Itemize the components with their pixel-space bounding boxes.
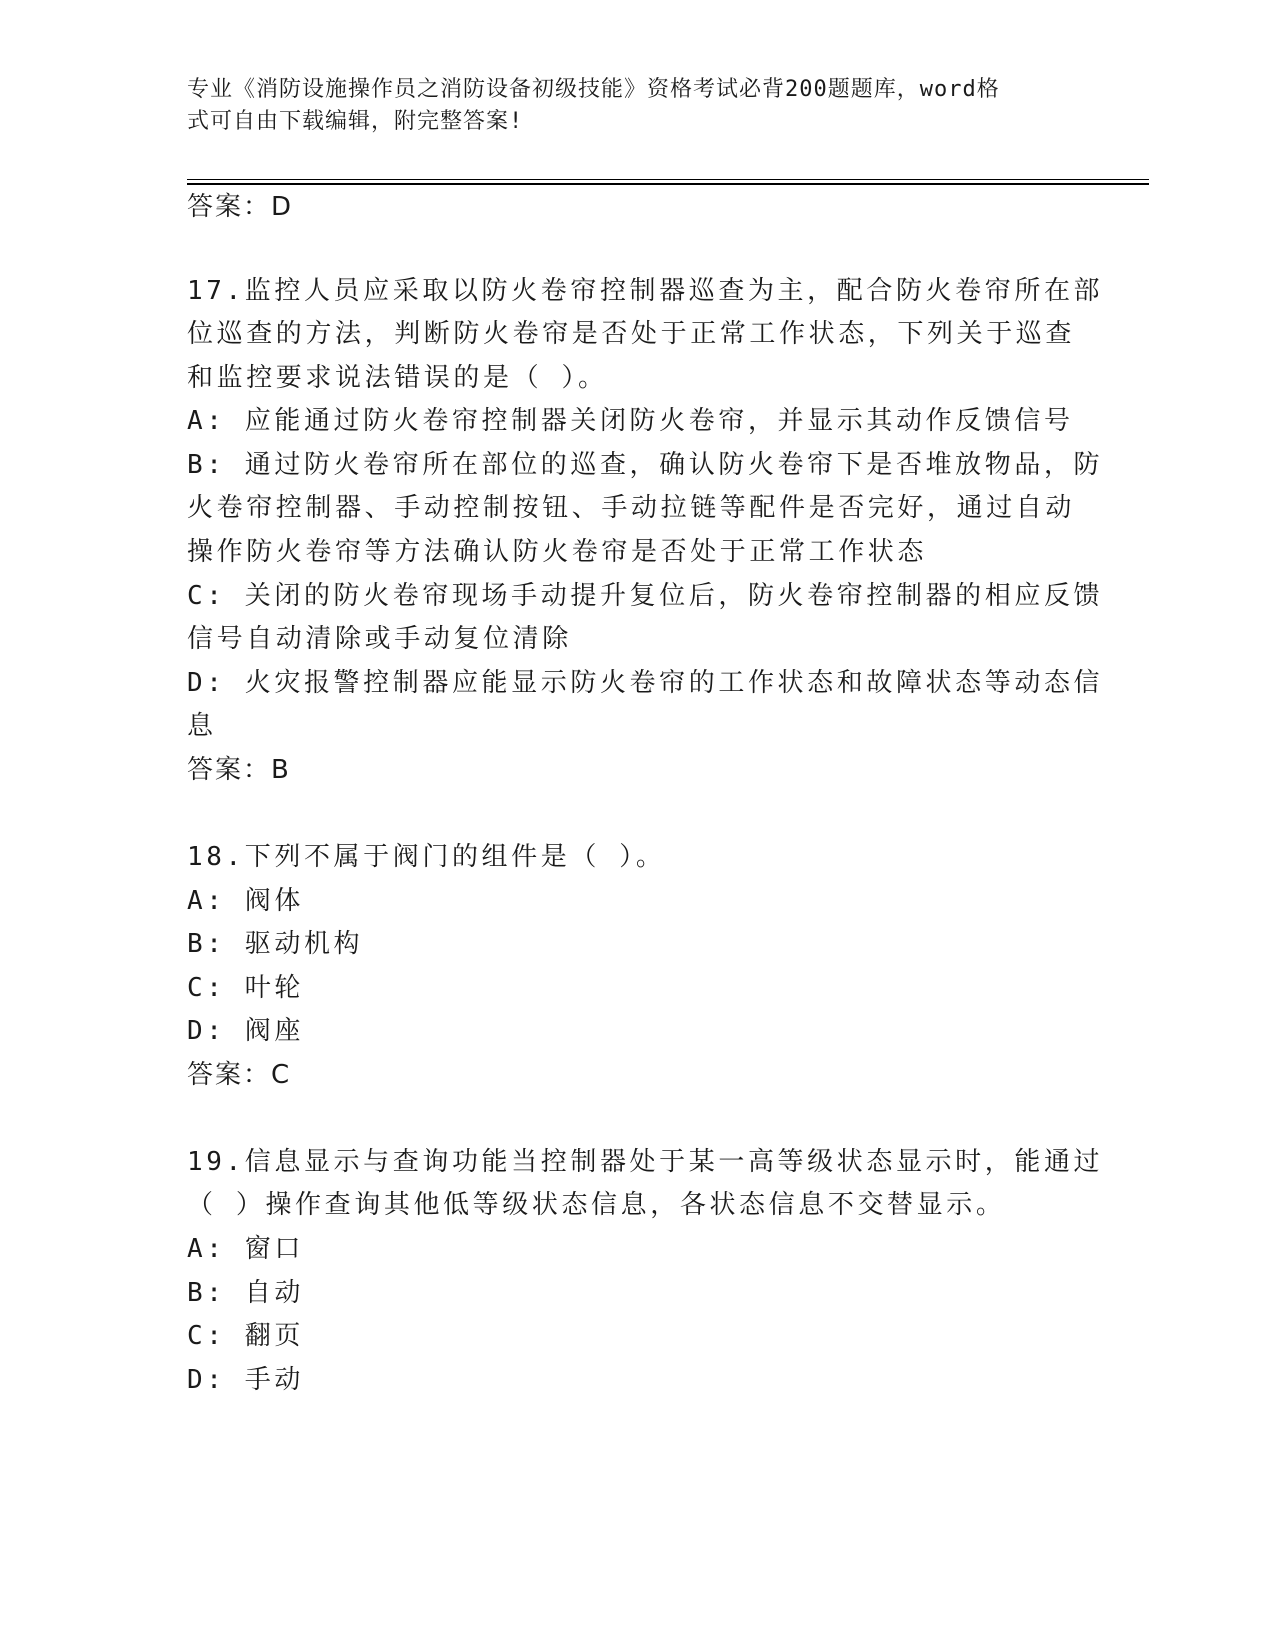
- q19-stem-line-1: 19.信息显示与查询功能当控制器处于某一高等级状态显示时，能通过: [187, 1147, 1104, 1177]
- q18-option-b: B: 驱动机构: [187, 929, 364, 959]
- q19-option-b: B: 自动: [187, 1278, 304, 1308]
- q17-answer: 答案：B: [187, 755, 291, 785]
- q19-stem-line-2: （ ）操作查询其他低等级状态信息，各状态信息不交替显示。: [187, 1190, 1006, 1220]
- q17-option-c-line-1: C: 关闭的防火卷帘现场手动提升复位后，防火卷帘控制器的相应反馈: [187, 581, 1104, 611]
- q18-answer: 答案：C: [187, 1060, 292, 1090]
- header-line-1: 专业《消防设施操作员之消防设备初级技能》资格考试必背200题题库，word格: [187, 77, 1000, 102]
- q17-option-c-line-2: 信号自动清除或手动复位清除: [187, 624, 572, 654]
- q19-option-c: C: 翻页: [187, 1321, 304, 1351]
- q17-option-d-line-2: 息: [187, 711, 217, 741]
- q19-option-d: D: 手动: [187, 1365, 304, 1395]
- q18-option-a: A: 阀体: [187, 886, 304, 916]
- q19-option-a: A: 窗口: [187, 1234, 304, 1264]
- q18-option-c: C: 叶轮: [187, 973, 304, 1003]
- q17-option-b-line-1: B: 通过防火卷帘所在部位的巡查，确认防火卷帘下是否堆放物品，防: [187, 450, 1104, 480]
- q17-stem-line-1: 17.监控人员应采取以防火卷帘控制器巡查为主，配合防火卷帘所在部: [187, 276, 1104, 306]
- q17-stem-line-3: 和监控要求说法错误的是（ ）。: [187, 363, 608, 393]
- q18-stem-line-1: 18.下列不属于阀门的组件是（ ）。: [187, 842, 666, 872]
- header-line-2: 式可自由下载编辑，附完整答案!: [187, 109, 524, 134]
- q17-option-a: A: 应能通过防火卷帘控制器关闭防火卷帘，并显示其动作反馈信号: [187, 406, 1074, 436]
- document-header: [187, 74, 1057, 138]
- previous-answer: 答案：D: [187, 192, 294, 222]
- q17-option-d-line-1: D: 火灾报警控制器应能显示防火卷帘的工作状态和故障状态等动态信: [187, 668, 1104, 698]
- q18-option-d: D: 阀座: [187, 1016, 304, 1046]
- header-rule-thin: [187, 179, 1149, 180]
- q17-stem-line-2: 位巡查的方法，判断防火卷帘是否处于正常工作状态，下列关于巡查: [187, 319, 1076, 349]
- q17-option-b-line-2: 火卷帘控制器、手动控制按钮、手动拉链等配件是否完好，通过自动: [187, 493, 1076, 523]
- q17-option-b-line-3: 操作防火卷帘等方法确认防火卷帘是否处于正常工作状态: [187, 537, 928, 567]
- header-rule-thick: [187, 183, 1149, 185]
